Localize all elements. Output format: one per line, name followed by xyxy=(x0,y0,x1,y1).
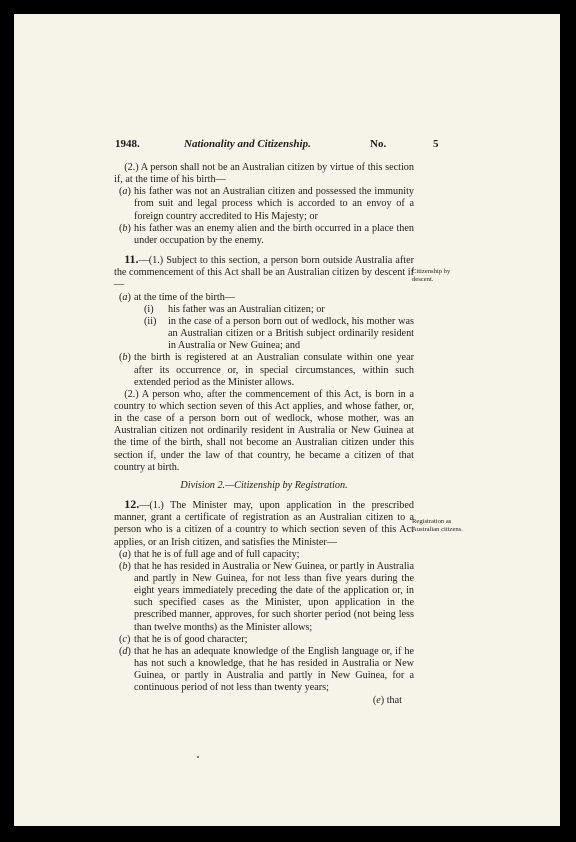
item-label: (c) xyxy=(119,633,131,645)
header-number: No. xyxy=(370,138,387,150)
act-text xyxy=(114,162,414,707)
section-11-a: (a) at the time of the birth— xyxy=(119,291,235,303)
header-year: 1948. xyxy=(115,138,140,150)
section-11-b: (b) the birth is registered at an Australian consulate within one year after its occurrence or, in special circumstances, within such extended period as the Minister allows. xyxy=(119,352,414,388)
section-10-2-b: (b) his father was an enemy alien and the birth occurred in a place then under occupation by the enemy. xyxy=(119,222,414,246)
item-label: (i) xyxy=(144,303,154,315)
section-11-a-ii: (ii) in the case of a person born out of wedlock, his mother was an Australian citizen or a British subject ordinarily resident in Australia or New Guinea; and xyxy=(144,315,414,352)
section-11-intro: 11.—(1.) Subject to this section, a person born outside Australia after the commencement of this Act shall be an Australian citizen by descent if— xyxy=(114,252,414,291)
section-10-2-intro: (2.) A person shall not be an Australian citizen by virtue of this section if, at the time of his birth— xyxy=(114,162,414,186)
section-number: 12. xyxy=(124,497,140,512)
section-12-d: (d) that he has an adequate knowledge of the English language or, if he has not such a knowledge, that he has resided in Australia or New Guinea, or partly in Australia and partly in New Guinea, for a continuous period of not less than twenty years; xyxy=(119,645,414,694)
section-number: 11. xyxy=(124,252,139,267)
section-11-2: (2.) A person who, after the commencement of this Act, is born in a country to which section seven of this Act applies, and whose father, or, in the case of a person born out of wedlock, whose mother, was an Australian citizen not ordinarily resident in Australia or New Guinea at the time of the birth, shall not become an Australian citizen under this section if, under the law of that country, he became a citizen of that country at birth. xyxy=(114,388,414,473)
division-heading: Division 2.—Citizenship by Registration. xyxy=(180,479,348,491)
item-label: (ii) xyxy=(144,315,157,327)
margin-note-registration: Registration as Australian citizens. xyxy=(412,518,463,533)
section-12-c: (c) that he is of good character; xyxy=(119,633,248,645)
section-11-a-i: (i) his father was an Australian citizen; or xyxy=(144,303,325,315)
section-12-b: (b) that he has resided in Australia or New Guinea, or partly in Australia and partly in New Guinea, for not less than five years during the eight years immediately preceding the date of the application or, in such specified cases as the Minister, upon application in the prescribed manner, approves, for such shorter period (not being less than twelve months) as the Minister allows; xyxy=(119,560,414,633)
item-label: (b) xyxy=(119,560,131,572)
section-12-a: (a) that he is of full age and of full capacity; xyxy=(119,548,300,560)
document-page xyxy=(14,14,560,826)
section-12-intro: 12.—(1.) The Minister may, upon application in the prescribed manner, grant a certificate of registration as an Australian citizen to a person who is a citizen of a country to which section seven of this Act applies, or an Irish citizen, and satisfies the Minister— xyxy=(114,497,414,548)
header-title: Nationality and Citizenship. xyxy=(184,138,311,150)
item-label: (a) xyxy=(119,186,131,198)
item-label: (b) xyxy=(119,222,131,234)
item-label: (d) xyxy=(119,645,131,657)
margin-note-citizenship-by-descent: Citizenship by descent. xyxy=(412,268,451,283)
catchword: (e) that xyxy=(372,694,402,706)
page-number: 5 xyxy=(433,138,439,150)
print-speck xyxy=(197,756,199,758)
item-label: (a) xyxy=(119,548,131,560)
section-10-2-a: (a) his father was not an Australian citizen and possessed the immunity from suit and legal process which is accorded to an envoy of a foreign country accredited to His Majesty; or xyxy=(119,186,414,222)
item-label: (b) xyxy=(119,352,131,364)
item-label: (a) xyxy=(119,291,131,303)
